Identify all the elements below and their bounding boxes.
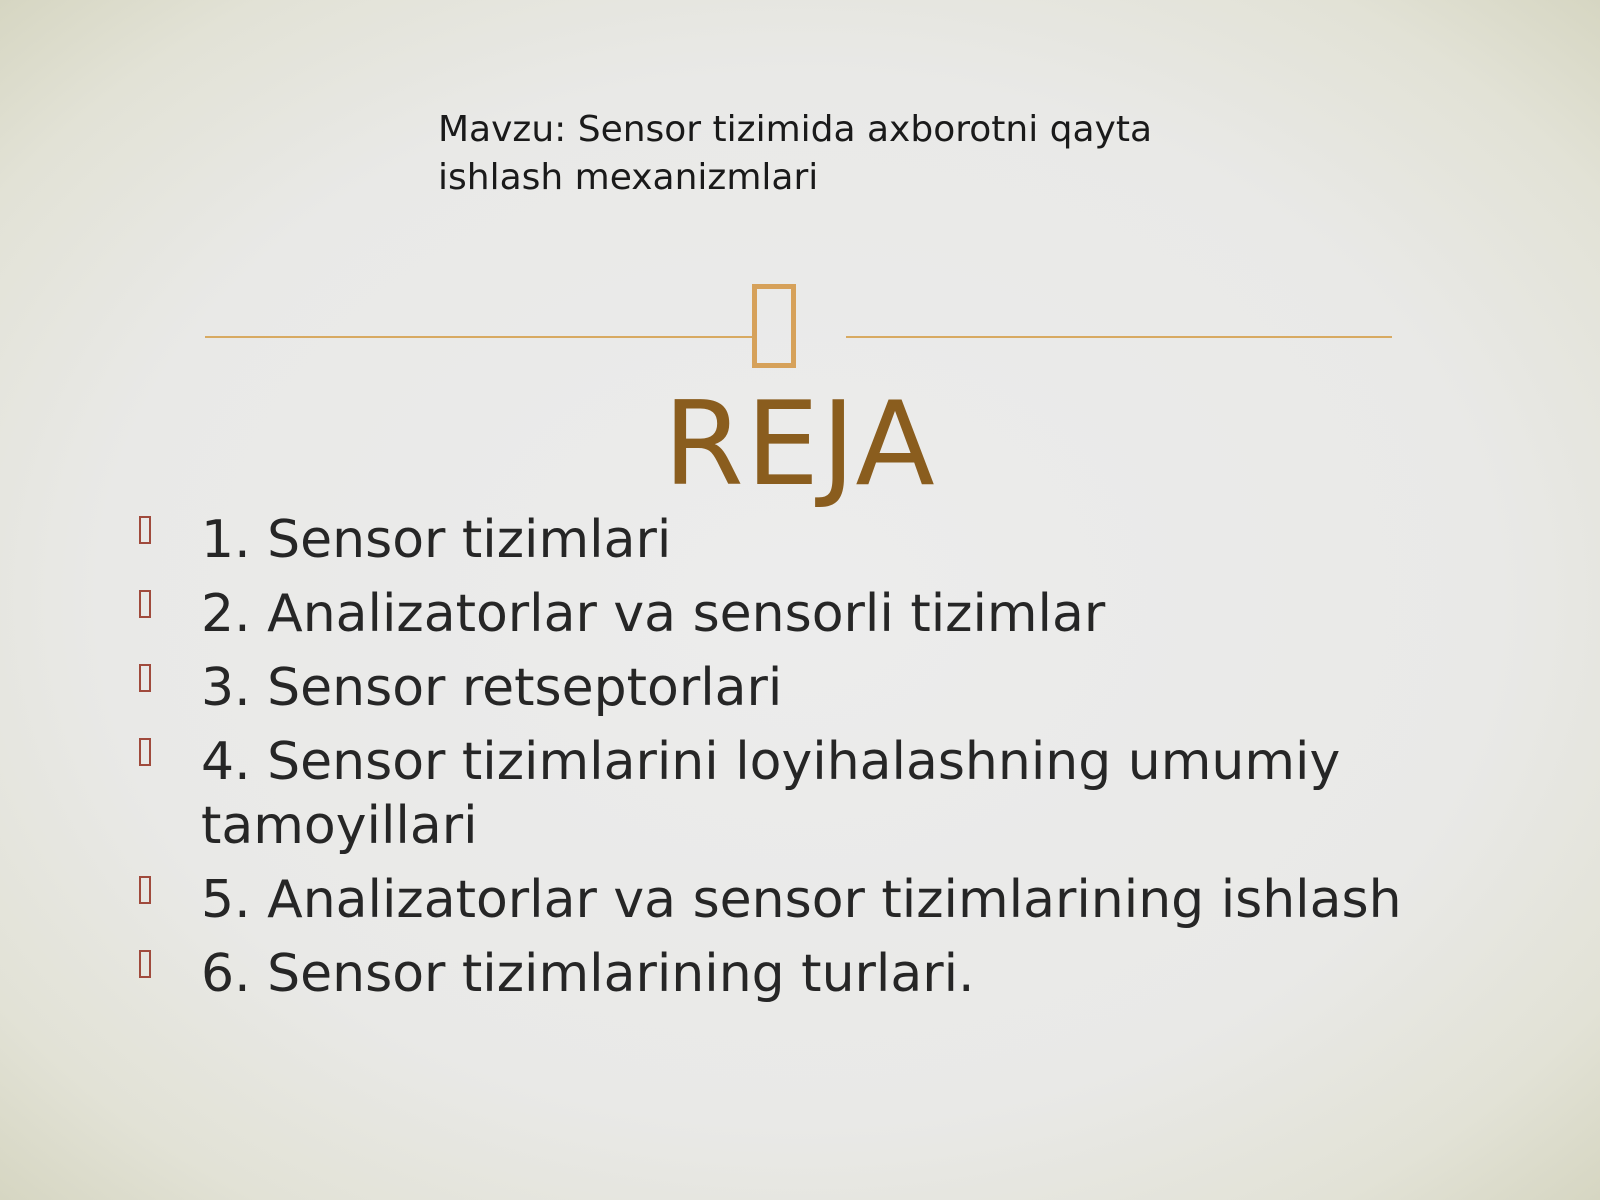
plan-list bbox=[135, 508, 1435, 1016]
list-item bbox=[135, 868, 1435, 932]
list-item-text: 5. Analizatorlar va sensor tizimlarining ishlash bbox=[201, 870, 1402, 930]
square-bullet-icon bbox=[139, 664, 151, 692]
list-item bbox=[135, 508, 1435, 572]
slide-title: REJA bbox=[663, 377, 937, 512]
divider-left bbox=[205, 336, 753, 338]
list-item-text: 4. Sensor tizimlarini loyihalashning umumiy tamoyillari bbox=[201, 732, 1341, 856]
list-item-text: 1. Sensor tizimlari bbox=[201, 510, 672, 570]
square-ornament-icon bbox=[752, 284, 796, 368]
divider-right bbox=[846, 336, 1392, 338]
square-bullet-icon bbox=[139, 950, 151, 978]
list-item-text: 2. Analizatorlar va sensorli tizimlar bbox=[201, 584, 1106, 644]
square-bullet-icon bbox=[139, 590, 151, 618]
list-item bbox=[135, 730, 1435, 858]
list-item-text: 3. Sensor retseptorlari bbox=[201, 658, 783, 718]
list-item bbox=[135, 656, 1435, 720]
square-bullet-icon bbox=[139, 876, 151, 904]
square-bullet-icon bbox=[139, 738, 151, 766]
list-item bbox=[135, 942, 1435, 1006]
slide-subtitle: Mavzu: Sensor tizimida axborotni qayta ishlash mexanizmlari bbox=[438, 109, 1153, 198]
list-item bbox=[135, 582, 1435, 646]
square-bullet-icon bbox=[139, 516, 151, 544]
list-item-text: 6. Sensor tizimlarining turlari. bbox=[201, 944, 975, 1004]
